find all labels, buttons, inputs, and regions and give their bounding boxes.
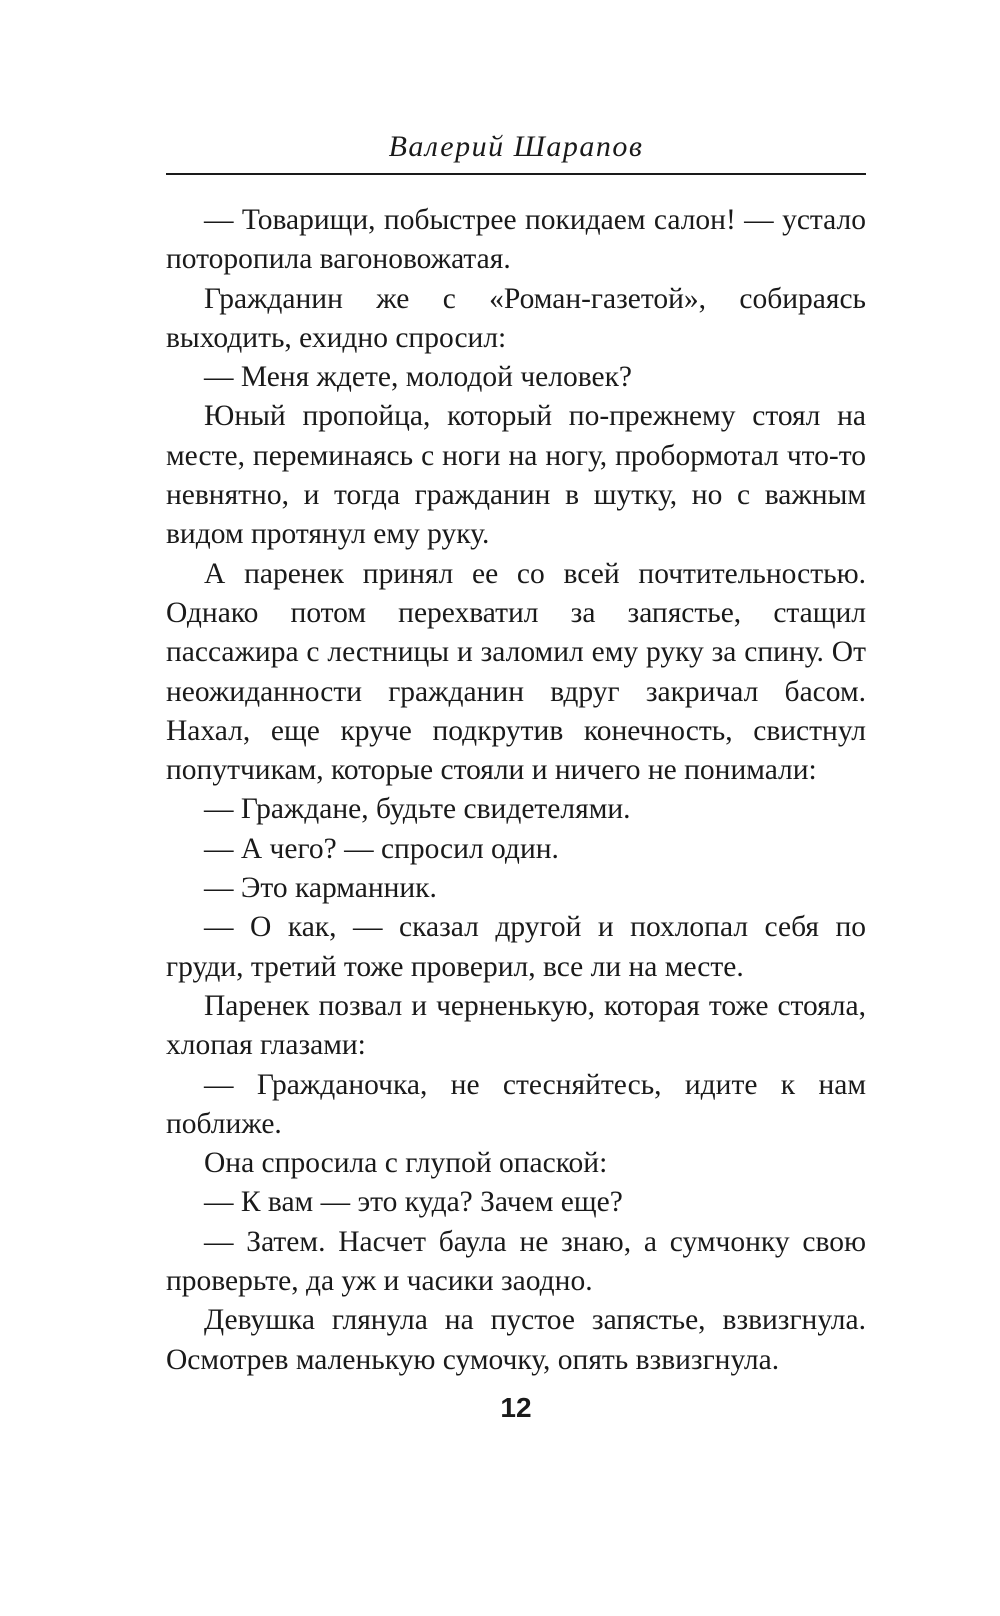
paragraph: — А чего? — спросил один. xyxy=(204,832,559,865)
page-number: 12 xyxy=(500,1392,532,1423)
paragraph: — Товарищи, побыстрее покидаем салон! — устало поторопила вагоновожатая. xyxy=(166,204,866,276)
paragraph: Она спросила с глупой опаской: xyxy=(204,1147,608,1180)
paragraph: — Это карманник. xyxy=(204,872,437,905)
paragraph: — Гражданочка, не стесняйтесь, идите к нам поближе. xyxy=(166,1068,866,1140)
paragraph: Девушка глянула на пустое запястье, взвизгнула. Осмотрев маленькую сумочку, опять взвизгнула. xyxy=(166,1304,866,1376)
paragraph: — К вам — это куда? Зачем еще? xyxy=(204,1186,623,1219)
header-rule xyxy=(166,173,866,175)
book-page xyxy=(166,0,866,1616)
paragraph: — О как, — сказал другой и похлопал себя по груди, третий тоже проверил, все ли на месте. xyxy=(166,911,866,983)
paragraph: — Затем. Насчет баула не знаю, а сумчонку свою проверьте, да уж и часики заодно. xyxy=(166,1225,866,1298)
paragraph: А паренек принял ее со всей почтительностью. Однако потом перехватил за запястье, стащил пассажира с лестницы и заломил ему руку за спину. От неожиданности гражданин вдруг закричал басом. Нахал, еще круче подкрутив конечность, свистнул попутчикам, которые стояли и ничего не понимали: xyxy=(166,557,866,787)
body-text xyxy=(166,201,866,1380)
paragraph: Юный пропойца, который по-прежнему стоял на месте, переминаясь с ноги на ногу, пробормотал что-то невнятно, и тогда гражданин в шутку, но с важным видом протянул ему руку. xyxy=(166,400,866,551)
running-head-author: Валерий Шарапов xyxy=(388,130,644,163)
paragraph: — Граждане, будьте свидетелями. xyxy=(204,793,631,826)
paragraph: — Меня ждете, молодой человек? xyxy=(204,361,633,394)
paragraph: Паренек позвал и черненькую, которая тоже стояла, хлопая глазами: xyxy=(166,989,866,1062)
paragraph: Гражданин же с «Роман-газетой», собираясь выходить, ехидно спросил: xyxy=(166,282,866,354)
